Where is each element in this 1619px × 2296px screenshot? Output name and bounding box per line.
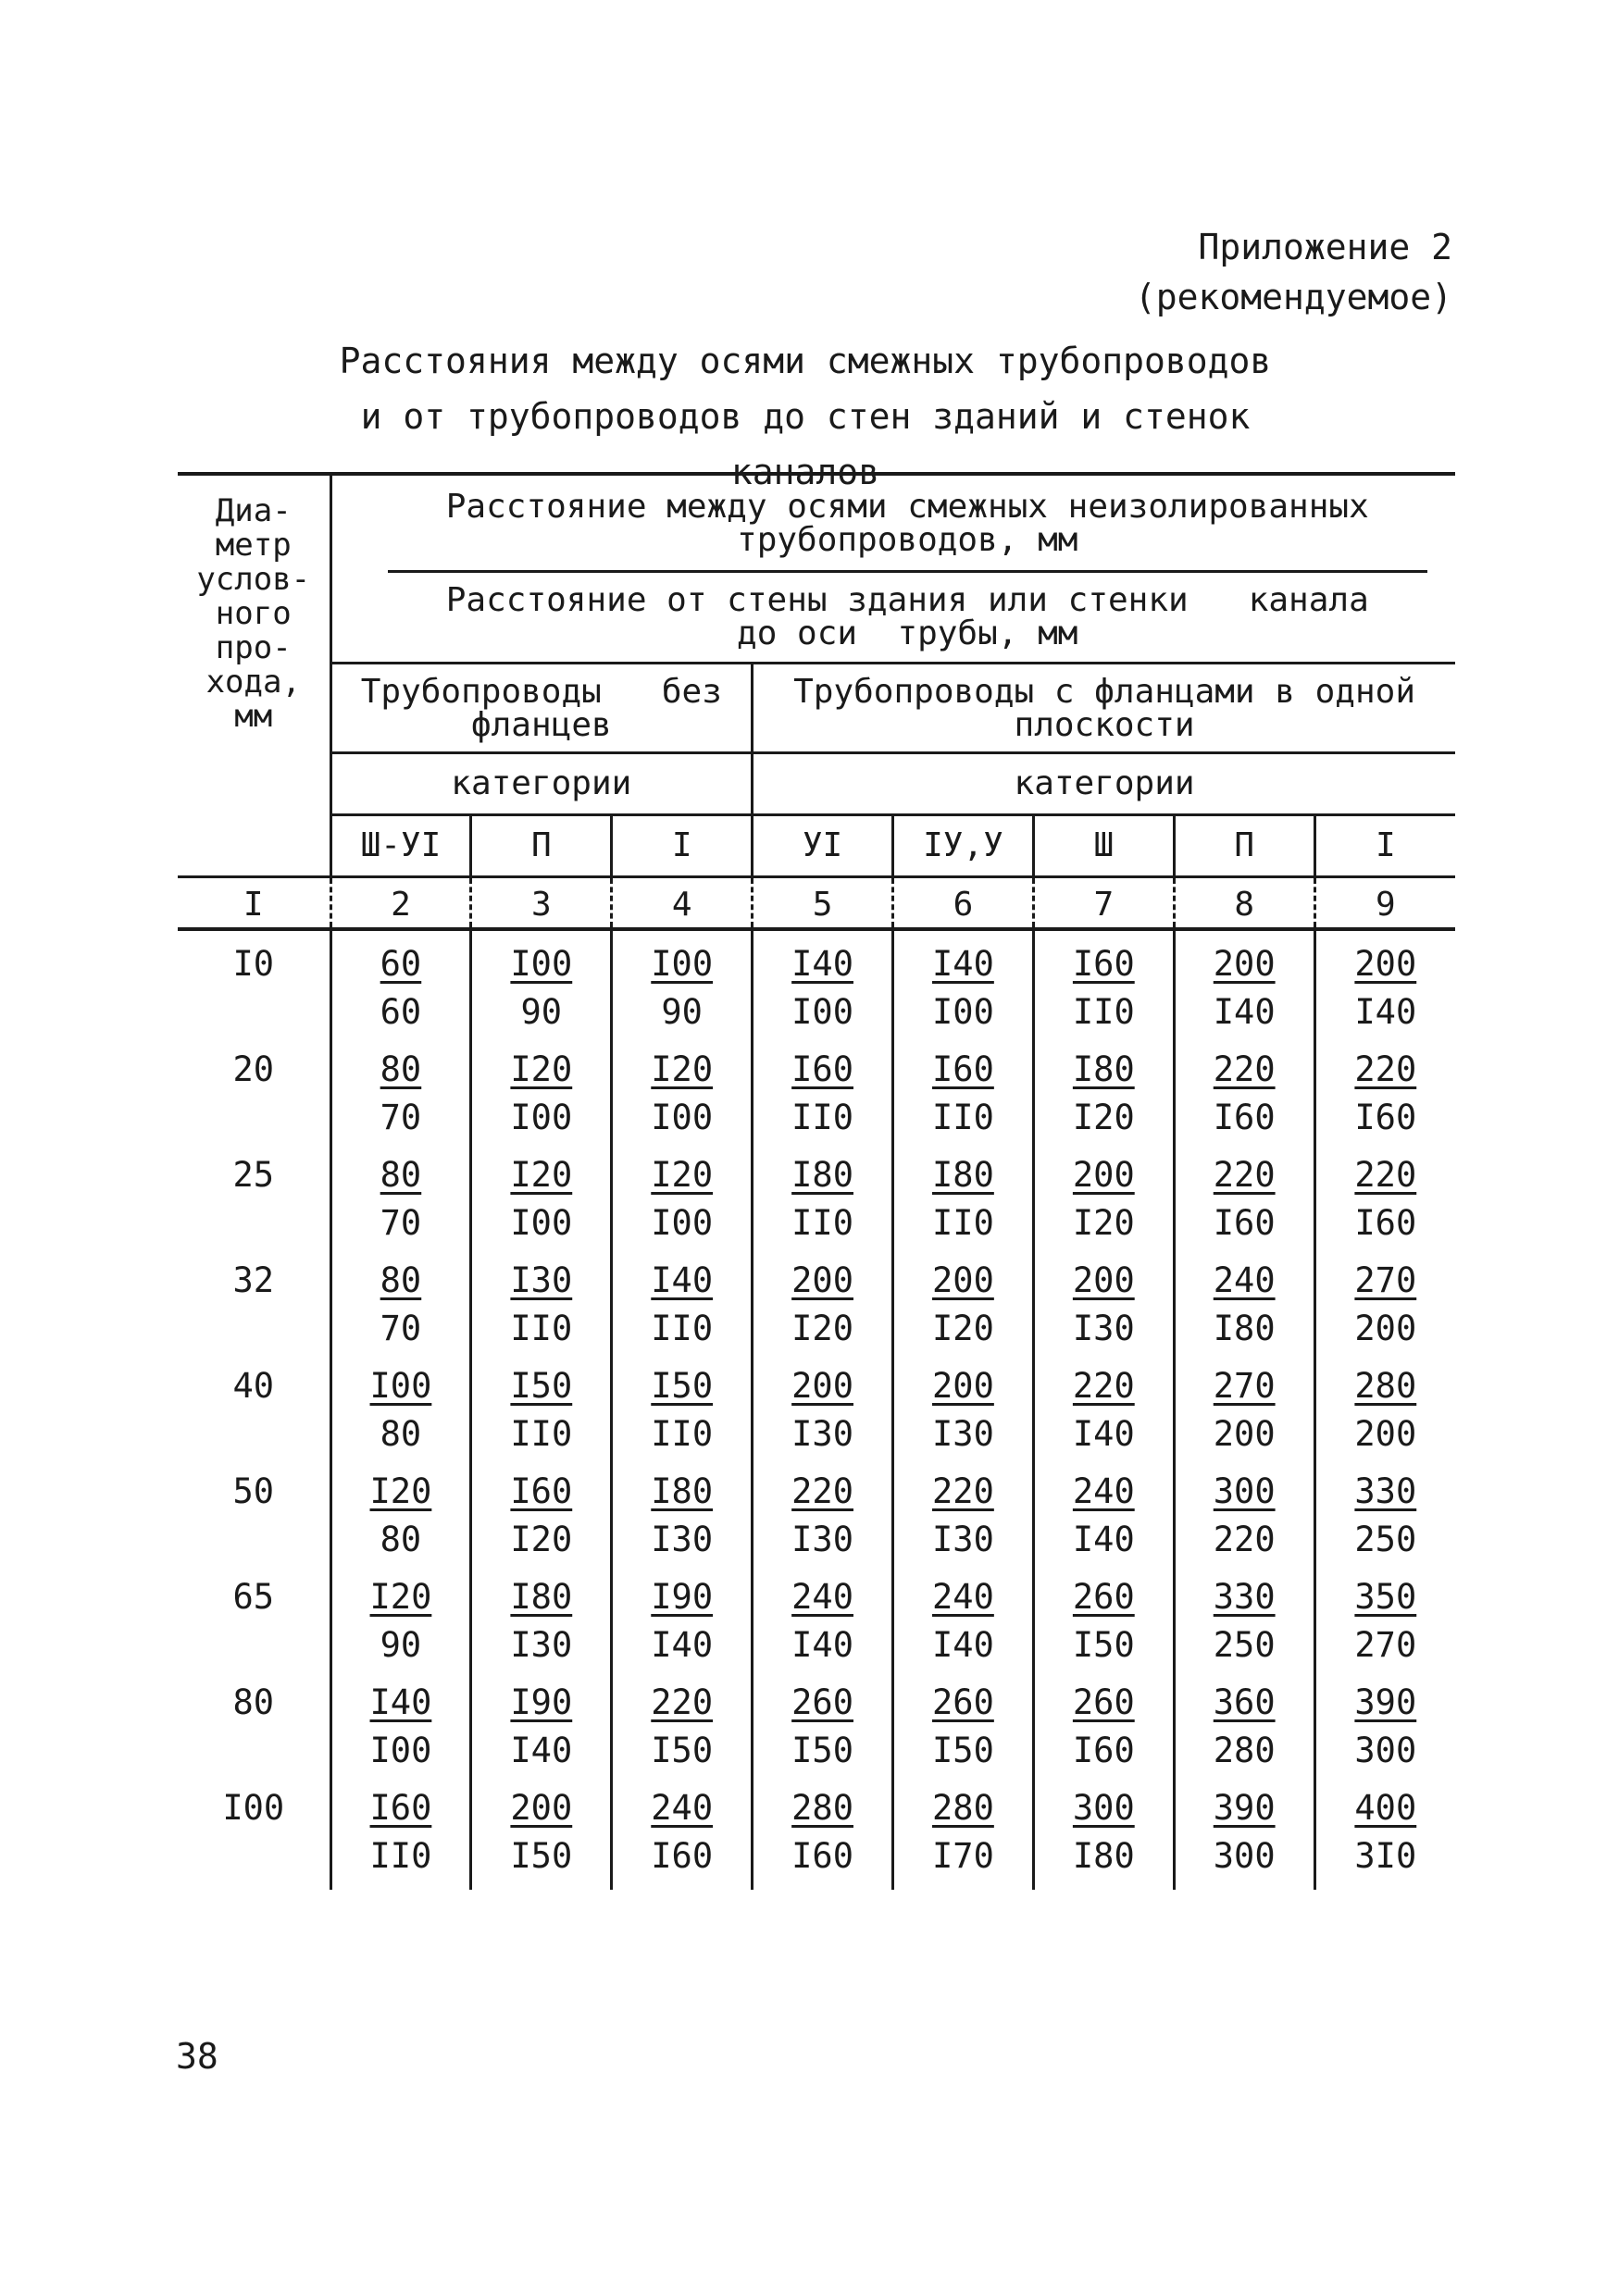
wall-distance-value: 200 [1354, 1414, 1417, 1454]
distance-cell [330, 1669, 471, 1775]
wall-distance-value: 70 [380, 1309, 422, 1348]
distance-cell [471, 1775, 612, 1890]
distance-cell [330, 1036, 471, 1142]
column-number-row [178, 877, 1455, 930]
table-row [178, 1458, 1455, 1564]
axis-distance-value: I80 [1072, 1049, 1135, 1089]
wall-distance-value: 80 [380, 1520, 422, 1559]
axis-distance-value: 200 [791, 1366, 853, 1406]
wall-distance-value: I30 [1072, 1309, 1135, 1348]
distance-cell [1314, 1564, 1455, 1669]
column-number: 9 [1314, 877, 1455, 930]
wall-distance-value: 270 [1354, 1625, 1417, 1665]
diameter-header-line: метр [215, 527, 292, 564]
axis-distance-value: 200 [1354, 944, 1417, 984]
wall-distance-value: I30 [932, 1414, 994, 1454]
axis-distance-value: 360 [1213, 1682, 1276, 1722]
category-code: Ш [1033, 815, 1174, 877]
distance-cell [1314, 1353, 1455, 1458]
axis-distance-value: I80 [651, 1471, 714, 1511]
wall-distance-value: I20 [510, 1520, 573, 1559]
wall-distance-value: I40 [1072, 1520, 1135, 1559]
diameter-value: 32 [232, 1260, 275, 1300]
axis-distance-value: 400 [1354, 1788, 1417, 1828]
axis-distance-value: 260 [791, 1682, 853, 1722]
distance-cell [471, 1247, 612, 1353]
diameter-value: 80 [232, 1682, 275, 1722]
wall-distance-value: I20 [932, 1309, 994, 1348]
group-no-flanges-line: фланцев [470, 706, 612, 744]
wall-distance-value: I70 [932, 1836, 994, 1876]
axis-distance-value: 280 [1354, 1366, 1417, 1406]
wall-distance-value: I30 [510, 1625, 573, 1665]
axis-distance-value: 220 [932, 1471, 994, 1511]
axis-distance-value: 220 [1354, 1049, 1417, 1089]
axis-distance-value: I00 [510, 944, 573, 984]
distance-cell [612, 1458, 753, 1564]
axis-distance-value: 80 [380, 1155, 422, 1195]
axis-distance-value: I40 [791, 944, 853, 984]
wall-distance-value: 200 [1213, 1414, 1276, 1454]
wall-distance-value: 300 [1354, 1731, 1417, 1770]
distance-cell [1174, 1353, 1314, 1458]
axis-distance-value: I80 [791, 1155, 853, 1195]
wall-distance-value: II0 [369, 1836, 432, 1876]
wall-distance-value: II0 [651, 1309, 714, 1348]
distance-cell [893, 1458, 1034, 1564]
distance-cell [893, 1142, 1034, 1247]
table-row [178, 1036, 1455, 1142]
axis-distance-value: I30 [510, 1260, 573, 1300]
table-row [178, 1669, 1455, 1775]
distance-cell [330, 1142, 471, 1247]
column-number: 7 [1033, 877, 1174, 930]
axis-distance-value: 330 [1213, 1577, 1276, 1617]
distance-cell [612, 1775, 753, 1890]
distance-cell [1314, 1458, 1455, 1564]
distance-cell [1033, 929, 1174, 1036]
diameter-header-line: мм [234, 698, 273, 735]
wall-distance-value: I40 [1072, 1414, 1135, 1454]
diameter-header-line: услов- [196, 561, 311, 598]
wall-distance-value: 60 [380, 992, 422, 1032]
axis-distance-value: 80 [380, 1260, 422, 1300]
table-row [178, 1353, 1455, 1458]
table-row [178, 929, 1455, 1036]
wall-distance-value: 200 [1354, 1309, 1417, 1348]
distance-cell [753, 1564, 893, 1669]
wall-distance-value: II0 [651, 1414, 714, 1454]
wall-distance-value: II0 [932, 1098, 994, 1137]
group-flanges-line: Трубопроводы с фланцами в одной [793, 673, 1415, 711]
distance-cell [1174, 1142, 1314, 1247]
axis-distance-value: I60 [932, 1049, 994, 1089]
axis-distance-value: I40 [932, 944, 994, 984]
distance-cell [612, 1353, 753, 1458]
distance-cell [1033, 1142, 1174, 1247]
wall-distance-value: I40 [1354, 992, 1417, 1032]
distance-cell [1314, 1669, 1455, 1775]
wall-distance-value: 70 [380, 1203, 422, 1243]
category-code: Ш-УI [330, 815, 471, 877]
wall-distance-value: I60 [1072, 1731, 1135, 1770]
distance-span-header [330, 474, 1455, 664]
wall-distance-value: I60 [791, 1836, 853, 1876]
axis-distance-value: 220 [791, 1471, 853, 1511]
diameter-value: I00 [222, 1788, 285, 1828]
wall-distance-value: I40 [932, 1625, 994, 1665]
distance-cell [1033, 1669, 1174, 1775]
distance-cell [1174, 1247, 1314, 1353]
axis-distance-value: I00 [369, 1366, 432, 1406]
wall-distance-value: I40 [651, 1625, 714, 1665]
distance-cell [1174, 929, 1314, 1036]
column-number: I [178, 877, 330, 930]
distance-cell [471, 1458, 612, 1564]
distance-cell [471, 929, 612, 1036]
column-number: 4 [612, 877, 753, 930]
axis-distance-value: I00 [651, 944, 714, 984]
diameter-header-line: ного [215, 595, 292, 632]
distance-cell [471, 1353, 612, 1458]
axis-distance-value: 220 [1213, 1049, 1276, 1089]
distance-cell [471, 1036, 612, 1142]
axis-distance-value: 240 [1072, 1471, 1135, 1511]
wall-distance-value: II0 [791, 1203, 853, 1243]
distance-cell [330, 929, 471, 1036]
wall-distance-value: I30 [932, 1520, 994, 1559]
wall-distance-value: I40 [510, 1731, 573, 1770]
wall-distance-value: II0 [932, 1203, 994, 1243]
axis-distance-value: I50 [510, 1366, 573, 1406]
diameter-header-line: Диа- [215, 492, 292, 529]
diameter-header-line: про- [215, 629, 292, 666]
wall-distance-value: 250 [1213, 1625, 1276, 1665]
wall-distance-value: I00 [932, 992, 994, 1032]
axis-distance-value: I20 [510, 1155, 573, 1195]
distance-cell [330, 1775, 471, 1890]
axis-distance-value: I20 [651, 1049, 714, 1089]
appendix-line-1: Приложение 2 [1198, 227, 1452, 267]
axis-distance-value: 220 [1213, 1155, 1276, 1195]
distance-cell [1174, 1775, 1314, 1890]
distance-cell [753, 1142, 893, 1247]
group-no-flanges-header [330, 664, 753, 753]
distance-cell [330, 1458, 471, 1564]
distance-cell [1033, 1775, 1174, 1890]
wall-distance-value: I00 [510, 1098, 573, 1137]
table-row [178, 1142, 1455, 1247]
column-number: 5 [753, 877, 893, 930]
diameter-value: 25 [232, 1155, 275, 1195]
distance-cell [1033, 1036, 1174, 1142]
distance-cell [753, 1353, 893, 1458]
axis-distance-value: 200 [1213, 944, 1276, 984]
category-code: IУ,У [893, 815, 1034, 877]
wall-distance-value: 90 [380, 1625, 422, 1665]
diameter-value: 50 [232, 1471, 275, 1511]
axis-distance-value: 200 [1072, 1260, 1135, 1300]
axis-distance-value: 260 [932, 1682, 994, 1722]
appendix-line-2: (рекомендуемое) [1134, 277, 1452, 317]
distance-table [178, 472, 1455, 1890]
wall-distance-header-line: Расстояние от стены здания или стенки канала [445, 581, 1369, 619]
wall-distance-value: I00 [651, 1098, 714, 1137]
distance-cell [471, 1564, 612, 1669]
axis-distance-value: 220 [1354, 1155, 1417, 1195]
distance-cell [612, 1669, 753, 1775]
category-code: I [1314, 815, 1455, 877]
category-code: УI [753, 815, 893, 877]
distance-cell [1174, 1564, 1314, 1669]
distance-cell [753, 1458, 893, 1564]
axis-distance-value: 260 [1072, 1577, 1135, 1617]
axis-distance-value: 220 [1072, 1366, 1135, 1406]
axis-distance-value: I90 [510, 1682, 573, 1722]
wall-distance-value: 90 [520, 992, 563, 1032]
column-number: 3 [471, 877, 612, 930]
axis-distance-value: 270 [1354, 1260, 1417, 1300]
distance-cell [1033, 1353, 1174, 1458]
wall-distance-value: I00 [651, 1203, 714, 1243]
axis-distance-value: 200 [932, 1366, 994, 1406]
group-no-flanges-categories: категории [330, 753, 753, 815]
wall-distance-value: I30 [791, 1520, 853, 1559]
axis-distance-value: 200 [932, 1260, 994, 1300]
distance-cell [1314, 1036, 1455, 1142]
distance-cell [612, 1142, 753, 1247]
table-row [178, 1247, 1455, 1353]
distance-cell [330, 1564, 471, 1669]
group-flanges-categories: категории [753, 753, 1455, 815]
axis-distance-value: I80 [932, 1155, 994, 1195]
axis-distance-value: 330 [1354, 1471, 1417, 1511]
axis-distance-value: I60 [791, 1049, 853, 1089]
wall-distance-value: I30 [791, 1414, 853, 1454]
column-number: 6 [893, 877, 1034, 930]
wall-distance-value: I50 [651, 1731, 714, 1770]
distance-cell [753, 1669, 893, 1775]
distance-cell [753, 1775, 893, 1890]
appendix-label [1135, 222, 1452, 322]
distance-cell [1174, 1036, 1314, 1142]
axis-distance-value: 80 [380, 1049, 422, 1089]
column-number: 2 [330, 877, 471, 930]
distance-cell [1314, 929, 1455, 1036]
wall-distance-header-line: до оси трубы, мм [737, 614, 1078, 652]
distance-cell [1174, 1458, 1314, 1564]
diameter-header [178, 474, 330, 877]
category-code: П [1174, 815, 1314, 877]
axis-distance-header [388, 490, 1428, 573]
distance-cell [893, 929, 1034, 1036]
axis-distance-value: 300 [1072, 1788, 1135, 1828]
axis-distance-value: 390 [1213, 1788, 1276, 1828]
wall-distance-value: I60 [1213, 1203, 1276, 1243]
table-row [178, 1775, 1455, 1890]
wall-distance-value: I60 [1354, 1203, 1417, 1243]
axis-distance-value: 270 [1213, 1366, 1276, 1406]
wall-distance-header [388, 573, 1428, 662]
axis-distance-value: I20 [651, 1155, 714, 1195]
axis-distance-value: 220 [651, 1682, 714, 1722]
diameter-value: 40 [232, 1366, 275, 1406]
diameter-header-line: хода, [205, 664, 301, 701]
wall-distance-value: 220 [1213, 1520, 1276, 1559]
wall-distance-value: 250 [1354, 1520, 1417, 1559]
distance-cell [1033, 1458, 1174, 1564]
axis-distance-value: 280 [932, 1788, 994, 1828]
axis-distance-value: 300 [1213, 1471, 1276, 1511]
wall-distance-value: I80 [1072, 1836, 1135, 1876]
distance-cell [612, 1564, 753, 1669]
table-title-line-2: и от трубопроводов до стен зданий и стенок каналов [360, 396, 1251, 492]
axis-distance-value: I80 [510, 1577, 573, 1617]
axis-distance-value: 240 [1213, 1260, 1276, 1300]
axis-distance-value: 260 [1072, 1682, 1135, 1722]
distance-cell [893, 1564, 1034, 1669]
axis-distance-value: I90 [651, 1577, 714, 1617]
axis-distance-value: I60 [510, 1471, 573, 1511]
wall-distance-value: I40 [791, 1625, 853, 1665]
wall-distance-value: I40 [1213, 992, 1276, 1032]
axis-distance-value: I60 [369, 1788, 432, 1828]
axis-distance-value: I50 [651, 1366, 714, 1406]
distance-cell [893, 1247, 1034, 1353]
group-flanges-line: плоскости [1014, 706, 1195, 744]
wall-distance-value: I50 [1072, 1625, 1135, 1665]
wall-distance-value: I20 [791, 1309, 853, 1348]
axis-distance-value: 350 [1354, 1577, 1417, 1617]
distance-cell [893, 1669, 1034, 1775]
axis-distance-value: I20 [369, 1577, 432, 1617]
wall-distance-value: 70 [380, 1098, 422, 1137]
wall-distance-value: I20 [1072, 1098, 1135, 1137]
wall-distance-value: II0 [791, 1098, 853, 1137]
distance-cell [753, 1036, 893, 1142]
table-title-line-1: Расстояния между осями смежных трубопроводов [339, 341, 1272, 381]
wall-distance-value: I50 [932, 1731, 994, 1770]
distance-cell [1314, 1247, 1455, 1353]
axis-distance-header-line: Расстояние между осями смежных неизолированных [445, 488, 1369, 526]
wall-distance-value: I00 [369, 1731, 432, 1770]
wall-distance-value: 3I0 [1354, 1836, 1417, 1876]
category-code: I [612, 815, 753, 877]
category-code: П [471, 815, 612, 877]
wall-distance-value: 300 [1213, 1836, 1276, 1876]
wall-distance-value: 80 [380, 1414, 422, 1454]
axis-distance-value: 200 [791, 1260, 853, 1300]
distance-cell [330, 1353, 471, 1458]
axis-distance-value: I60 [1072, 944, 1135, 984]
distance-cell [471, 1142, 612, 1247]
wall-distance-value: II0 [510, 1414, 573, 1454]
axis-distance-value: 200 [510, 1788, 573, 1828]
axis-distance-value: 240 [932, 1577, 994, 1617]
distance-cell [1314, 1142, 1455, 1247]
wall-distance-value: 90 [661, 992, 703, 1032]
axis-distance-value: 240 [791, 1577, 853, 1617]
wall-distance-value: I20 [1072, 1203, 1135, 1243]
axis-distance-value: 200 [1072, 1155, 1135, 1195]
distance-cell [893, 1036, 1034, 1142]
distance-cell [612, 1247, 753, 1353]
wall-distance-value: 280 [1213, 1731, 1276, 1770]
wall-distance-value: I60 [651, 1836, 714, 1876]
distance-cell [1033, 1247, 1174, 1353]
group-flanges-header [753, 664, 1455, 753]
column-number: 8 [1174, 877, 1314, 930]
axis-distance-header-line: трубопроводов, мм [737, 521, 1078, 559]
distance-cell [1174, 1669, 1314, 1775]
wall-distance-value: II0 [1072, 992, 1135, 1032]
distance-cell [612, 1036, 753, 1142]
axis-distance-value: 390 [1354, 1682, 1417, 1722]
table-row [178, 1564, 1455, 1669]
wall-distance-value: I80 [1213, 1309, 1276, 1348]
wall-distance-value: I60 [1213, 1098, 1276, 1137]
group-no-flanges-line: Трубопроводы без [360, 673, 722, 711]
axis-distance-value: 60 [380, 944, 422, 984]
distance-cell [612, 929, 753, 1036]
axis-distance-value: I20 [510, 1049, 573, 1089]
axis-distance-value: I40 [651, 1260, 714, 1300]
diameter-value: I0 [232, 944, 275, 984]
wall-distance-value: I50 [510, 1836, 573, 1876]
distance-cell [893, 1775, 1034, 1890]
wall-distance-value: I50 [791, 1731, 853, 1770]
wall-distance-value: I00 [510, 1203, 573, 1243]
axis-distance-value: I20 [369, 1471, 432, 1511]
wall-distance-value: I00 [791, 992, 853, 1032]
distance-cell [1314, 1775, 1455, 1890]
distance-cell [330, 1247, 471, 1353]
axis-distance-value: I40 [369, 1682, 432, 1722]
axis-distance-value: 280 [791, 1788, 853, 1828]
distance-cell [471, 1669, 612, 1775]
diameter-value: 20 [232, 1049, 275, 1089]
wall-distance-value: II0 [510, 1309, 573, 1348]
distance-cell [753, 929, 893, 1036]
axis-distance-value: 240 [651, 1788, 714, 1828]
wall-distance-value: I30 [651, 1520, 714, 1559]
distance-cell [753, 1247, 893, 1353]
distance-cell [893, 1353, 1034, 1458]
page-number: 38 [176, 2036, 218, 2077]
diameter-value: 65 [232, 1577, 275, 1617]
wall-distance-value: I60 [1354, 1098, 1417, 1137]
distance-cell [1033, 1564, 1174, 1669]
